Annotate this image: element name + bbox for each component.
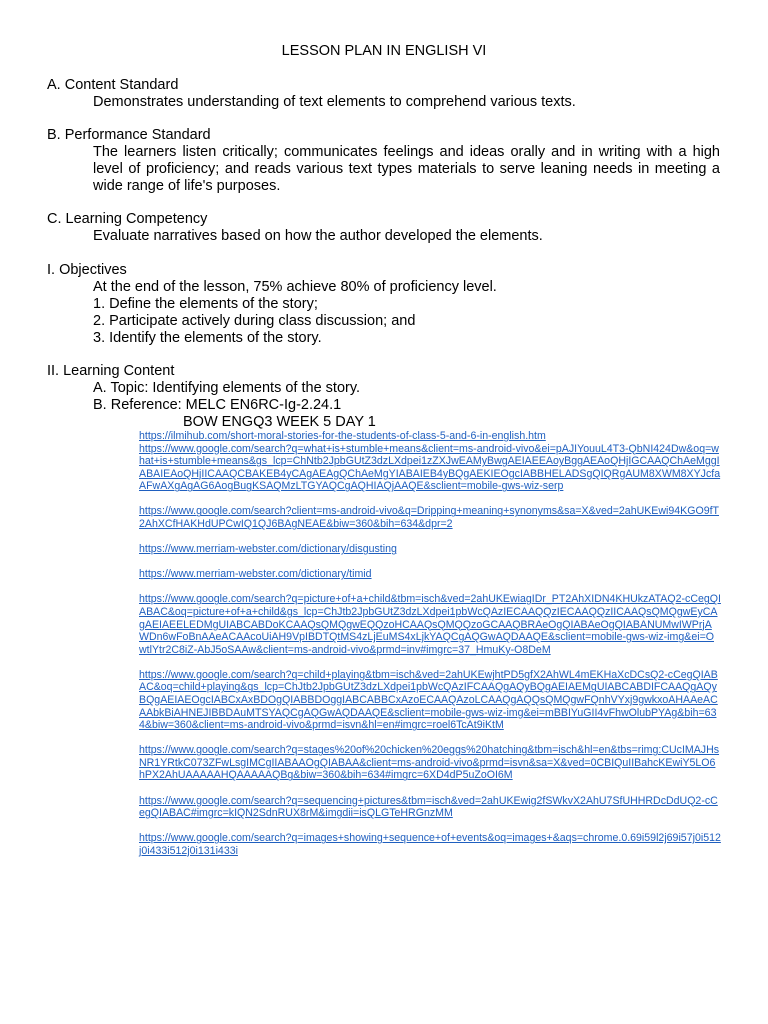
performance-standard-text: [93, 144, 720, 195]
reference-link[interactable]: https://ilmihub.com/short-moral-stories-for-the-students-of-class-5-and-6-in-english.htm: [139, 430, 546, 442]
reference-link[interactable]: https://www.google.com/search?q=child+playing&tbm=isch&ved=2ahUKEwjhtPD5gfX2AhWL4mEKHaXcDCsQ2-cCegQIABAC&oq=child+playing&gs_lcp=ChJtb2JpbGUtZ3dzLXdpei1pbWcQAzIFCAAQgAQyBQgAEIAEMgUIABCABDIFCAAQgAQyBQgAEIAEOgcIABCxAxBDOgQIABBDOggIABCABBCxAzoECAAQAzoLCAAQgAQQsQMQgwFQnhVYxj9gwkxoAHAAeACAAbkBiAHNEJIBBDAuMTSYAQCgAQGwAQDAAQE&sclient=mobile-gws-wiz-img&ei=mBBIYuGII4vFhwOlubPYAg&bih=634&biw=360&client=ms-android-vivo&prmd=isvn&hl=en#imgrc=roel6TcAt9iKtM: [139, 668, 718, 732]
reference-line: B. Reference: MELC EN6RC-Ig-2.24.1: [93, 397, 342, 413]
reference-link[interactable]: https://www.merriam-webster.com/dictionary/disgusting: [139, 543, 397, 556]
reference-link[interactable]: https://www.google.com/search?q=stages%20of%20chicken%20eggs%20hatching&tbm=isch&hl=en&tbs=rimg:CUcIMAJHsNR1YRtkC073ZFwLsgIMCgIIABAAOgQIABAA&client=ms-android-vivo&prmd=isvn&sa=X&ved=0CBIQuIIBahcKEwiY5LO6hPX2AhUAAAAAHQAAAAAQBg&biw=360&bih=634#imgrc=6XD4dP5uZoOI6M: [139, 744, 720, 782]
performance-standard-text-content: The learners listen critically; communicates feelings and ideas orally and in writing with a high level of proficiency; and reads various text types materials to serve leaning needs in meeting a wide range of life's purposes.: [93, 144, 720, 194]
objective-item-3: 3. Identify the elements of the story.: [93, 330, 322, 346]
reference-link[interactable]: https://www.google.com/search?q=sequencing+pictures&tbm=isch&ved=2ahUKEwig2fSWkvX2AhU7SfUHHRDcDdUQ2-cCegQIABAC#imgrc=kIQN2SdnRUX8rM&imgdii=isQLGTeHRGnzMM: [139, 794, 718, 820]
objectives-heading: I. Objectives: [47, 262, 127, 278]
reference-link[interactable]: https://www.google.com/search?q=what+is+stumble+means&client=ms-android-vivo&ei=pAJIYouuL4T3-QbNI424Dw&oq=what+is+stumble+means&gs_lcp=ChNtb2JpbGUtZ3dzLXdpei1zZXJwEAMyBwgAEIAEEAoyBggAEAoQHjIGCAAQChAeMggIABAIEAoQHjIICAAQCBAKEB4yCAgAEAgQChAeMgYIABAIEB4yBQgAEKIEOgcIABBHELADSgQIQRgAUM8XWM8XYJcfaAFwAXgAgAG6AogBugKSAQMzLTGYAQCgAQHIAQjAAQE&sclient=mobile-gws-wiz-serp: [139, 442, 721, 493]
reference-link[interactable]: https://www.google.com/search?q=picture+of+a+child&tbm=isch&ved=2ahUKEwiagIDr_PT2AhXIDN4KHUkzATAQ2-cCegQIABAC&oq=picture+of+a+child&gs_lcp=ChJtb2JpbGUtZ3dzLXdpei1pbWcQAzIECAAQQzIECAAQQzIICAAQsQMQgwEyCAgAEIAEELEDMgUIABCABDoKCAAQsQMQgwEQQzoHCAAQsQMQQzoGCAAQBRAeOgQIABAeOgQIABANUMwIWPrjAWDn6wFoBnAAeACAAcoUiAH9VpIBDTQtMS4zLjEuMS4xLjkYAQCgAQGwAQDAAQE&sclient=mobile-gws-wiz-img&ei=OwtlYtr2C8iZ-AbJ5oSAAw&client=ms-android-vivo&prmd=inv#imgrc=37_HmuKy-O8DeM: [139, 593, 721, 656]
learning-competency-text: Evaluate narratives based on how the author developed the elements.: [93, 228, 543, 244]
learning-competency-heading: C. Learning Competency: [47, 211, 208, 227]
objective-item-2: 2. Participate actively during class discussion; and: [93, 313, 416, 329]
reference-link[interactable]: https://www.google.com/search?q=images+showing+sequence+of+events&oq=images+&aqs=chrome.0.69i59l2j69i57j0i512j0i433i512j0i131i433i: [139, 832, 721, 857]
performance-standard-heading: B. Performance Standard: [47, 127, 211, 143]
reference-link[interactable]: https://www.merriam-webster.com/dictionary/timid: [139, 568, 372, 581]
topic-line: A. Topic: Identifying elements of the story.: [93, 380, 361, 396]
objective-item-1: 1. Define the elements of the story;: [93, 296, 318, 312]
reference-links: [139, 430, 721, 857]
content-standard-heading: A. Content Standard: [47, 77, 179, 93]
reference-link[interactable]: https://www.google.com/search?client=ms-android-vivo&q=Dripping+meaning+synonyms&sa=X&ved=2ahUKEwi94KGO9fT2AhXCfHAKHdUPCwIQ1QJ6BAgNEAE&biw=360&bih=634&dpr=2: [139, 505, 720, 531]
content-standard-text: Demonstrates understanding of text elements to comprehend various texts.: [93, 94, 576, 110]
lesson-plan-title: LESSON PLAN IN ENGLISH VI: [281, 43, 487, 59]
reference-line-2: BOW ENGQ3 WEEK 5 DAY 1: [183, 414, 376, 430]
objectives-intro: At the end of the lesson, 75% achieve 80% of proficiency level.: [93, 279, 497, 295]
learning-content-heading: II. Learning Content: [47, 363, 175, 379]
